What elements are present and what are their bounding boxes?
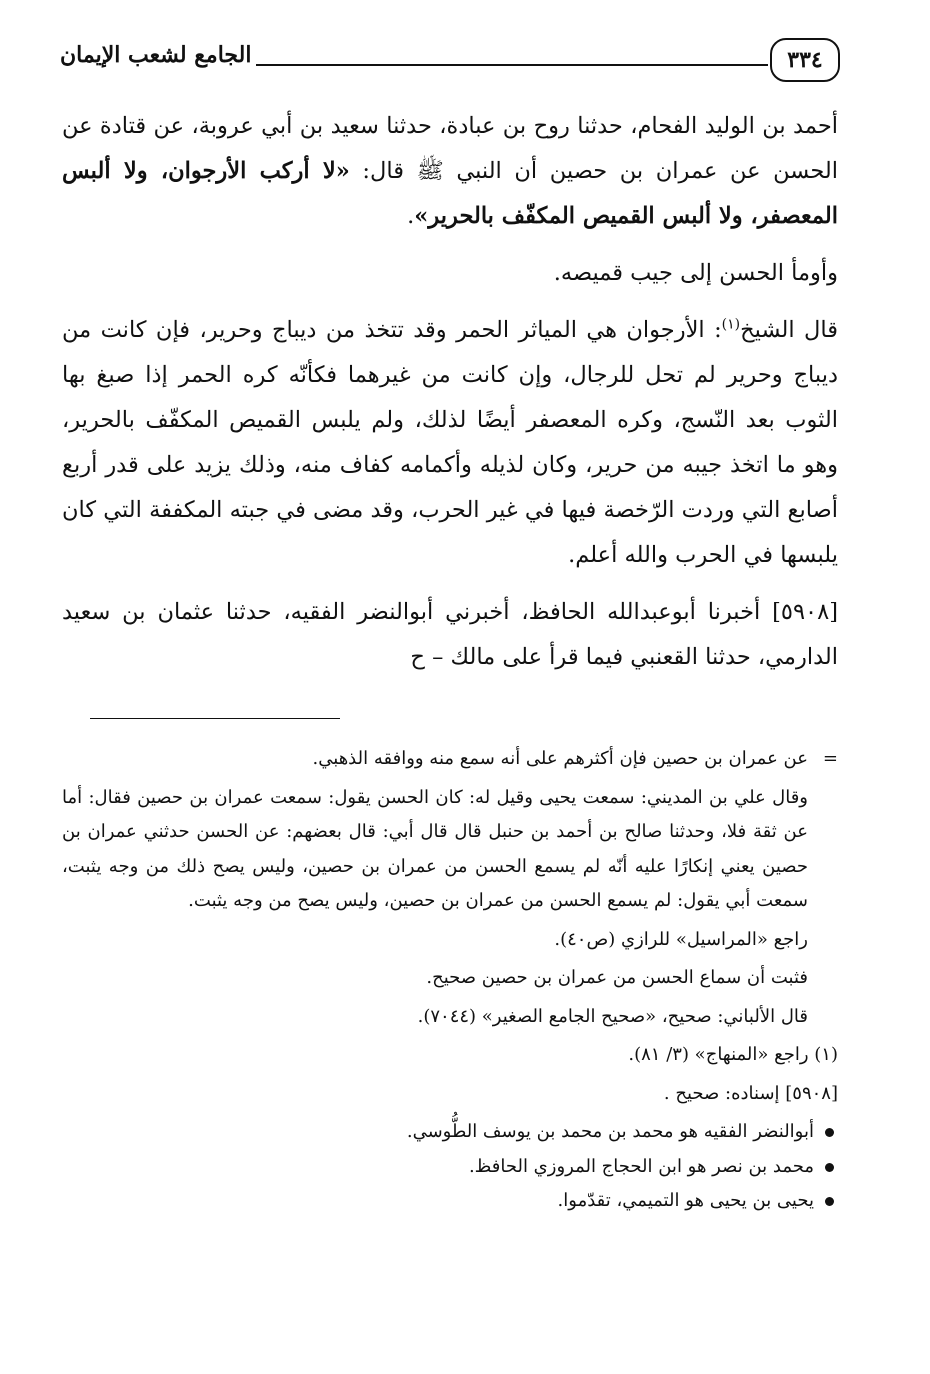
footnotes — [62, 742, 838, 1219]
list-item — [62, 1184, 838, 1219]
footnote-text: وقال علي بن المديني: سمعت يحيى وقيل له: كان الحسن يقول: سمعت عمران بن حصين فقال: أما عن ثقة فلا، وحدثنا صالح بن أحمد بن حنبل قال قال أبي: قال بعضهم: عن الحسن حدثني عمران بن حصين يعني إنكارًا عليه أنّه لم يسمع الحسن من عمران بن حصين، وليس يصح ذلك من وجه يثبت، سمعت أبي يقول: لم يسمع الحسن من عمران بن حصين، وليس يصح من وجه يثبت. — [62, 786, 808, 911]
list-item — [62, 1150, 838, 1185]
bullet-icon — [825, 1163, 834, 1172]
hadith-end: . — [407, 203, 415, 229]
list-item-text: محمد بن نصر هو ابن الحجاج المروزي الحافظ. — [468, 1155, 814, 1177]
paragraph-commentary — [62, 308, 838, 578]
bullet-icon — [825, 1128, 834, 1137]
list-item-text: أبوالنضر الفقيه هو محمد بن محمد بن يوسف الطُّوسي. — [406, 1121, 814, 1142]
footnote-text: فثبت أن سماع الحسن من عمران بن حصين صحيح. — [426, 967, 808, 988]
list-item — [62, 1115, 838, 1150]
list-item-text: يحيى بن يحيى هو التميمي، تقدّموا. — [557, 1190, 814, 1211]
footnote-text: راجع «المراسيل» للرازي (ص٤٠). — [554, 928, 808, 950]
book-title: الجامع لشعب الإيمان — [60, 42, 252, 68]
commentary-body: : الأرجوان هي المياثر الحمر وقد تتخذ من ديباج وحرير، فإن كانت من ديباج وحرير لم تحل للرجال، وإن كانت من غيرهما فكأنّه كره الحمر إذا صبغ بها الثوب بعد النّسج، وكره المعصفر أيضًا لذلك، ولم يلبس القميص المكفّف بالحرير، وهو ما اتخذ جيبه من حرير، وكان لذيله وأكمامه كفاف منه، وذلك يزيد على قدر أربع أصابع التي وردت الرّخصة فيها في غير الحرب، وقد مضى في جبته المكففة التي كان يلبسها في الحرب والله أعلم. — [62, 317, 838, 568]
paragraph-hadith — [62, 104, 838, 239]
paragraph-gesture: وأومأ الحسن إلى جيب قميصه. — [553, 260, 838, 286]
page-header — [60, 28, 840, 88]
page-number: ٣٣٤ — [770, 38, 840, 82]
narrator-list — [62, 1115, 838, 1219]
main-text — [62, 104, 838, 692]
paragraph-hadith-5908: [٥٩٠٨] أخبرنا أبوعبدالله الحافظ، أخبرني أبوالنضر الفقيه، حدثنا عثمان بن سعيد الدارمي، حدثنا القعنبي فيما قرأ على مالك – ح — [62, 599, 838, 670]
commentary-intro: قال الشيخ — [740, 317, 838, 343]
bullet-icon — [825, 1197, 834, 1206]
footnote-separator — [90, 718, 340, 719]
continuation-mark: = — [822, 748, 838, 769]
footnote-text: عن عمران بن حصين فإن أكثرهم على أنه سمع منه ووافقه الذهبي. — [312, 748, 808, 769]
footnote-isnad: [٥٩٠٨] إسناده: صحيح . — [663, 1082, 838, 1104]
header-rule — [256, 64, 768, 66]
hadith-quote: «لا أركب الأرجوان، ولا ألبس المعصفر، ولا ألبس القميص المكفّف بالحرير» — [62, 158, 838, 229]
footnote-1: (١) راجع «المنهاج» (٣/ ٨١). — [628, 1044, 838, 1065]
footnote-ref[interactable]: (١) — [721, 316, 741, 333]
footnote-text: قال الألباني: صحيح، «صحيح الجامع الصغير» (٧٠٤٤). — [417, 1005, 808, 1027]
footnote-continuation — [62, 742, 838, 777]
hadith-chain: أحمد بن الوليد الفحام، حدثنا روح بن عبادة، حدثنا سعيد بن أبي عروبة، عن قتادة عن الحسن عن عمران بن حصين أن النبي ﷺ قال: — [62, 113, 838, 184]
